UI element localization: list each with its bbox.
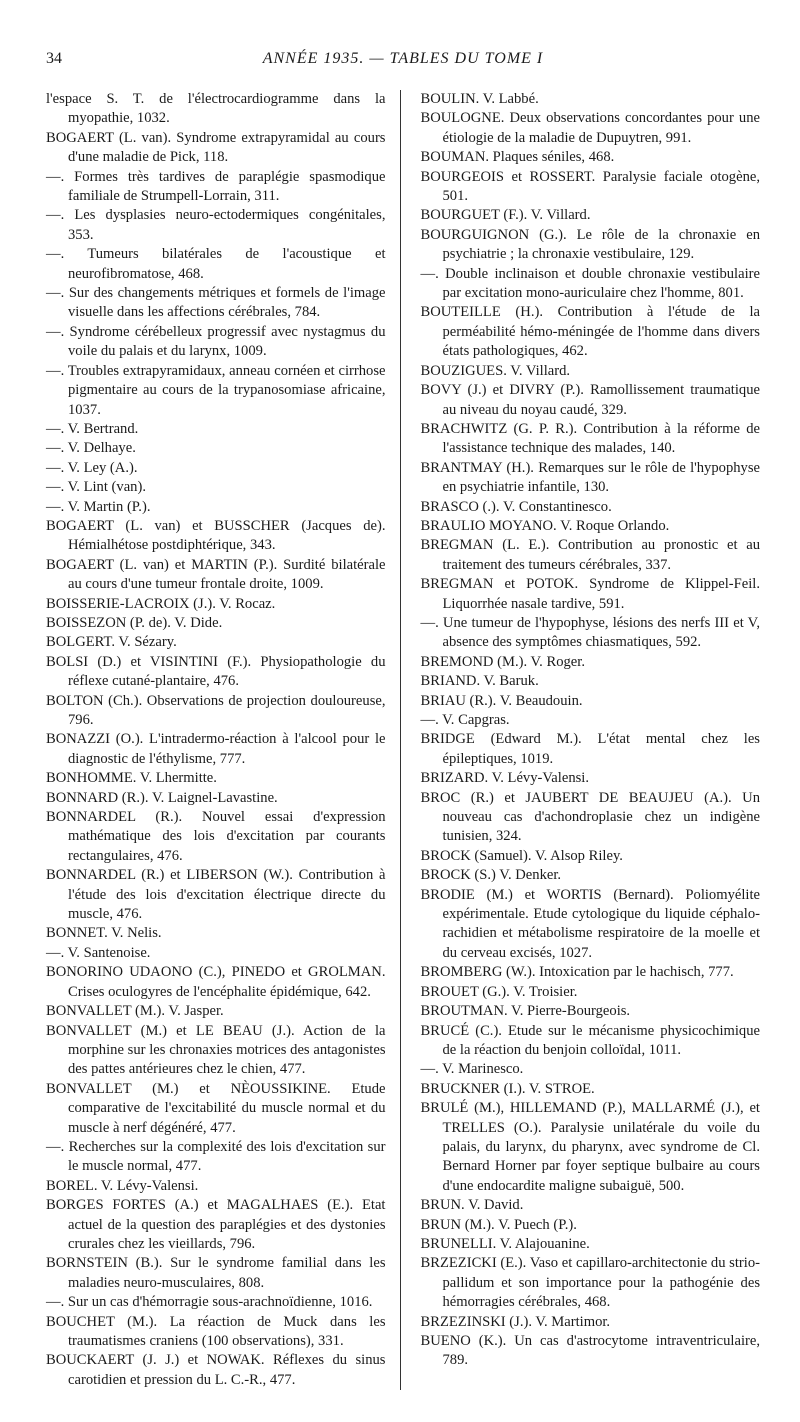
index-entry: BOGAERT (L. van) et MARTIN (P.). Surdité bilatérale au cours d'une tumeur frontale droite, 1009. — [46, 556, 386, 593]
index-entry: —. V. Capgras. — [420, 712, 510, 728]
index-entry: BORGES FORTES (A.) et MAGALHAES (E.). Etat actuel de la question des paraplégies et des dystonies crurales chez les vieillards, 796. — [46, 1197, 386, 1252]
index-entry: BOLTON (Ch.). Observations de projection douloureuse, 796. — [46, 692, 386, 728]
index-entry: BOUCHET (M.). La réaction de Muck dans les traumatismes craniens (100 observations), 331. — [46, 1313, 386, 1349]
index-entry: BRUN (M.). V. Puech (P.). — [420, 1216, 577, 1233]
index-entry: BROUTMAN. V. Pierre-Bourgeois. — [420, 1003, 631, 1020]
index-entry: BOURGUIGNON (G.). Le rôle de la chronaxie en psychiatrie ; la chronaxie vestibulaire, 129. — [420, 226, 760, 263]
index-entry: BONNARDEL (R.). Nouvel essai d'expression mathématique des lois d'excitation par courants rectangulaires, 476. — [46, 809, 386, 864]
index-entry: BRULÉ (M.), HILLEMAND (P.), MALLARMÉ (J.), et TRELLES (O.). Paralysie unilatérale du voile du palais, du larynx, du pharynx, avec syndrome de Cl. Bernard Horner par foyer septique bulbaire au cours d'une endocardite maligne subaiguë, 500. — [420, 1100, 760, 1194]
index-entry: —. Les dysplasies neuro-ectodermiques congénitales, 353. — [46, 207, 386, 243]
index-entry: BOGAERT (L. van) et BUSSCHER (Jacques de). Hémialhétose postdiphtérique, 343. — [46, 517, 386, 554]
index-entry: BRASCO (.). V. Constantinesco. — [420, 498, 612, 515]
index-entry: —. V. Ley (A.). — [46, 459, 138, 476]
index-entry: BOVY (J.) et DIVRY (P.). Ramollissement traumatique au niveau du noyau caudé, 329. — [420, 382, 760, 418]
index-columns — [46, 90, 760, 1390]
index-entry: BRZEZICKI (E.). Vaso et capillaro-architectonie du strio-pallidum et son importance pour la pathogénie des hémorragies cérébrales, 468. — [420, 1255, 760, 1311]
index-entry: BROCK (S.) V. Denker. — [420, 867, 562, 884]
index-entry: BONHOMME. V. Lhermitte. — [46, 770, 217, 787]
index-entry: BRODIE (M.) et WORTIS (Bernard). Poliomyélite expérimentale. Etude cytologique du liquide céphalo-rachidien et métabolisme respiratoire de la moelle et du cerveau excisés, 1027. — [420, 886, 760, 961]
index-entry: BRIAU (R.). V. Beaudouin. — [420, 692, 583, 709]
index-entry: BOGAERT (L. van). Syndrome extrapyramidal au cours d'une maladie de Pick, 118. — [46, 129, 386, 166]
index-entry: —. Recherches sur la complexité des lois d'excitation sur le muscle normal, 477. — [46, 1138, 386, 1175]
index-entry: BROUET (G.). V. Troisier. — [420, 983, 578, 1000]
index-entry: BRUN. V. David. — [420, 1197, 524, 1214]
page-header — [46, 50, 760, 90]
index-entry: BRZEZINSKI (J.). V. Martimor. — [420, 1313, 611, 1330]
index-entry: —. V. Martin (P.). — [46, 498, 151, 515]
index-entry: BRIDGE (Edward M.). L'état mental chez les épileptiques, 1019. — [420, 731, 760, 767]
index-entry: BUENO (K.). Un cas d'astrocytome intraventriculaire, 789. — [420, 1333, 760, 1369]
index-entry: BOLGERT. V. Sézary. — [46, 634, 177, 651]
index-entry: BONNET. V. Nelis. — [46, 925, 162, 942]
index-entry: —. V. Lint (van). — [46, 479, 146, 496]
index-entry: BREGMAN (L. E.). Contribution au pronostic et au traitement des tumeurs cérébrales, 337. — [420, 537, 760, 573]
index-entry: BROC (R.) et JAUBERT DE BEAUJEU (A.). Un nouveau cas d'achondroplasie chez un indigène tunisien, 324. — [420, 789, 760, 845]
index-entry: l'espace S. T. de l'électrocardiogramme dans la myopathie, 1032. — [46, 91, 386, 127]
index-entry: —. V. Bertrand. — [46, 420, 139, 437]
index-entry: —. V. Marinesco. — [420, 1061, 524, 1078]
index-entry: BOURGUET (F.). V. Villard. — [420, 207, 591, 224]
index-entry: BROCK (Samuel). V. Alsop Riley. — [420, 847, 623, 864]
index-entry: BOISSEZON (P. de). V. Dide. — [46, 614, 223, 631]
index-column-right — [421, 90, 761, 1390]
index-entry: BONNARDEL (R.) et LIBERSON (W.). Contribution à l'étude des lois d'excitation électrique directe du muscle, 476. — [46, 867, 386, 923]
index-entry: BRIZARD. V. Lévy-Valensi. — [420, 770, 589, 787]
index-entry: BRACHWITZ (G. P. R.). Contribution à la réforme de l'assistance technique des malades, 140. — [420, 420, 760, 457]
index-column-left — [46, 90, 401, 1390]
index-entry: —. V. Delhaye. — [46, 440, 136, 457]
running-head: ANNÉE 1935. — TABLES DU TOME I — [262, 50, 544, 67]
index-entry: BONORINO UDAONO (C.), PINEDO et GROLMAN. Crises oculogyres de l'encéphalite épidémique, 642. — [46, 964, 386, 1000]
page-number: 34 — [46, 50, 62, 67]
index-entry: —. Tumeurs bilatérales de l'acoustique et neurofibromatose, 468. — [46, 246, 386, 282]
index-entry: BREGMAN et POTOK. Syndrome de Klippel-Feil. Liquorrhée nasale tardive, 591. — [420, 576, 760, 612]
index-entry: —. Troubles extrapyramidaux, anneau cornéen et cirrhose pigmentaire au cours de la trypanosomiase africaine, 1037. — [46, 362, 386, 418]
index-entry: BOUCKAERT (J. J.) et NOWAK. Réflexes du sinus carotidien et pression du L. C.-R., 477. — [46, 1352, 386, 1388]
index-entry: BOUTEILLE (H.). Contribution à l'étude de la perméabilité hémo-méningée de l'homme dans divers états pathologiques, 462. — [420, 304, 760, 360]
index-entry: —. Une tumeur de l'hypophyse, lésions des nerfs III et V, absence des symptômes chiasmatiques, 592. — [420, 614, 760, 651]
index-entry: BOUZIGUES. V. Villard. — [420, 362, 571, 379]
index-entry: BONVALLET (M.) et LE BEAU (J.). Action de la morphine sur les chronaxies motrices des antagonistes des pattes antérieures chez le chien, 477. — [46, 1022, 386, 1078]
index-entry: BOISSERIE-LACROIX (J.). V. Rocaz. — [46, 595, 276, 612]
index-entry: —. Sur un cas d'hémorragie sous-arachnoïdienne, 1016. — [46, 1294, 373, 1311]
index-entry: BRANTMAY (H.). Remarques sur le rôle de l'hypophyse en psychiatrie infantile, 130. — [420, 459, 760, 496]
index-entry: BOURGEOIS et ROSSERT. Paralysie faciale otogène, 501. — [420, 168, 760, 205]
index-entry: BOULIN. V. Labbé. — [420, 91, 539, 107]
index-entry: BRUCÉ (C.). Etude sur le mécanisme physicochimique de la réaction du benjoin colloïdal, 1011. — [420, 1022, 760, 1058]
index-entry: BRAULIO MOYANO. V. Roque Orlando. — [420, 517, 670, 534]
index-entry: —. Syndrome cérébelleux progressif avec nystagmus du voile du palais et du larynx, 1009. — [46, 323, 386, 360]
index-entry: BROMBERG (W.). Intoxication par le hachisch, 777. — [420, 964, 734, 981]
index-entry: BONAZZI (O.). L'intradermo-réaction à l'alcool pour le diagnostic de l'éthylisme, 777. — [46, 731, 386, 767]
index-entry: BOLSI (D.) et VISINTINI (F.). Physiopathologie du réflexe cutané-plantaire, 476. — [46, 653, 386, 690]
index-entry: BOUMAN. Plaques séniles, 468. — [420, 149, 615, 166]
index-entry: —. Double inclinaison et double chronaxie vestibulaire par excitation mono-auriculaire chez l'homme, 801. — [420, 265, 760, 302]
index-entry: BONNARD (R.). V. Laignel-Lavastine. — [46, 789, 278, 806]
index-entry: BONVALLET (M.). V. Jasper. — [46, 1003, 224, 1020]
index-entry: —. Formes très tardives de paraplégie spasmodique familiale de Strumpell-Lorrain, 311. — [46, 168, 386, 205]
index-entry: —. Sur des changements métriques et formels de l'image visuelle dans les affections cérébrales, 784. — [46, 285, 386, 321]
index-entry: BRUNELLI. V. Alajouanine. — [420, 1235, 590, 1252]
index-entry: BRUCKNER (I.). V. STROE. — [420, 1080, 595, 1097]
index-entry: BONVALLET (M.) et NÈOUSSIKINE. Etude comparative de l'excitabilité du muscle normal et du muscle à nerf dégénéré, 477. — [46, 1080, 386, 1136]
index-entry: BORNSTEIN (B.). Sur le syndrome familial dans les maladies neuro-musculaires, 808. — [46, 1255, 386, 1291]
index-entry: BOULOGNE. Deux observations concordantes pour une étiologie de la maladie de Dupuytren, 991. — [420, 110, 760, 146]
index-entry: —. V. Santenoise. — [46, 944, 151, 961]
index-entry: BREMOND (M.). V. Roger. — [420, 653, 585, 670]
index-entry: BRIAND. V. Baruk. — [420, 673, 539, 690]
index-entry: BOREL. V. Lévy-Valensi. — [46, 1177, 199, 1194]
